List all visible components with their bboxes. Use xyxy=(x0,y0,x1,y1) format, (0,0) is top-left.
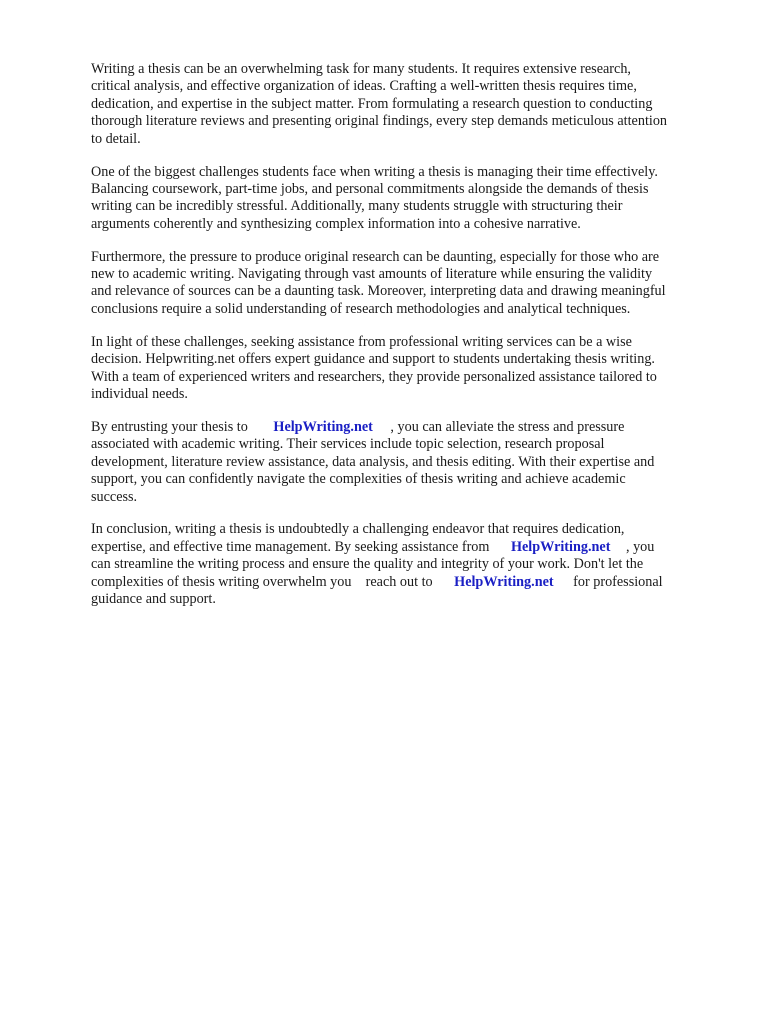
paragraph-intro xyxy=(91,61,731,148)
helpwriting-link[interactable]: HelpWriting.net xyxy=(273,418,373,435)
paragraph-entrusting xyxy=(91,419,731,506)
text-line: Balancing coursework, part-time jobs, and personal commitments alongside the demands of thesis xyxy=(91,180,649,197)
text-line: In light of these challenges, seeking assistance from professional writing services can be a wise xyxy=(91,333,632,350)
text-line: Writing a thesis can be an overwhelming task for many students. It requires extensive research, xyxy=(91,61,631,77)
text-line: decision. Helpwriting.net offers expert guidance and support to students undertaking thesis writing. xyxy=(91,351,655,368)
text-line: thorough literature reviews and presenting original findings, every step demands meticulous attention xyxy=(91,113,668,130)
text-line: Furthermore, the pressure to produce original research can be daunting, especially for those who are xyxy=(91,248,660,265)
text-line: critical analysis, and effective organization of ideas. Crafting a well-written thesis requires time, xyxy=(91,78,637,95)
text-segment: By entrusting your thesis to xyxy=(91,418,252,435)
text-line: associated with academic writing. Their services include topic selection, research proposal xyxy=(91,436,605,453)
document-body xyxy=(91,61,731,624)
text-segment: , you can alleviate the stress and pressure xyxy=(386,418,625,435)
text-line: individual needs. xyxy=(91,386,188,402)
paragraph-pressure xyxy=(91,249,731,319)
text-segment: complexities of thesis writing overwhelm you reach out to xyxy=(91,573,437,590)
text-line: success. xyxy=(91,488,138,505)
text-segment: expertise, and effective time management. By seeking assistance from xyxy=(91,538,493,555)
text-line: conclusions require a solid understanding of research methodologies and analytical techniques. xyxy=(91,300,631,317)
text-line: With a team of experienced writers and researchers, they provide personalized assistance tailored to xyxy=(91,368,657,385)
text-segment: for professional xyxy=(569,573,663,590)
paragraph-assistance xyxy=(91,334,731,404)
text-line xyxy=(91,419,731,436)
text-line: guidance and support. xyxy=(91,591,216,608)
paragraph-conclusion xyxy=(91,521,731,608)
text-line xyxy=(91,539,731,556)
text-line: development, literature review assistance, data analysis, and thesis editing. With their expertise and xyxy=(91,453,655,470)
text-line: support, you can confidently navigate the complexities of thesis writing and achieve academic xyxy=(91,471,626,488)
text-line: dedication, and expertise in the subject matter. From formulating a research question to conducting xyxy=(91,95,653,112)
text-line: writing can be incredibly stressful. Additionally, many students struggle with structuring their xyxy=(91,198,623,215)
paragraph-challenges xyxy=(91,164,731,234)
text-line: new to academic writing. Navigating through vast amounts of literature while ensuring the validity xyxy=(91,266,653,283)
text-line: to detail. xyxy=(91,130,141,147)
text-segment: , you xyxy=(622,538,655,555)
text-line: One of the biggest challenges students face when writing a thesis is managing their time effectively. xyxy=(91,163,658,180)
text-line: and relevance of sources can be a daunting task. Moreover, interpreting data and drawing meaningful xyxy=(91,283,666,300)
helpwriting-link[interactable]: HelpWriting.net xyxy=(510,538,611,555)
text-line xyxy=(91,574,731,591)
text-line: arguments coherently and synthesizing complex information into a cohesive narrative. xyxy=(91,215,581,232)
text-line: can streamline the writing process and ensure the quality and integrity of your work. Don't let the xyxy=(91,556,644,573)
text-line: In conclusion, writing a thesis is undoubtedly a challenging endeavor that requires dedication, xyxy=(91,521,625,538)
helpwriting-link[interactable]: HelpWriting.net xyxy=(454,573,554,590)
